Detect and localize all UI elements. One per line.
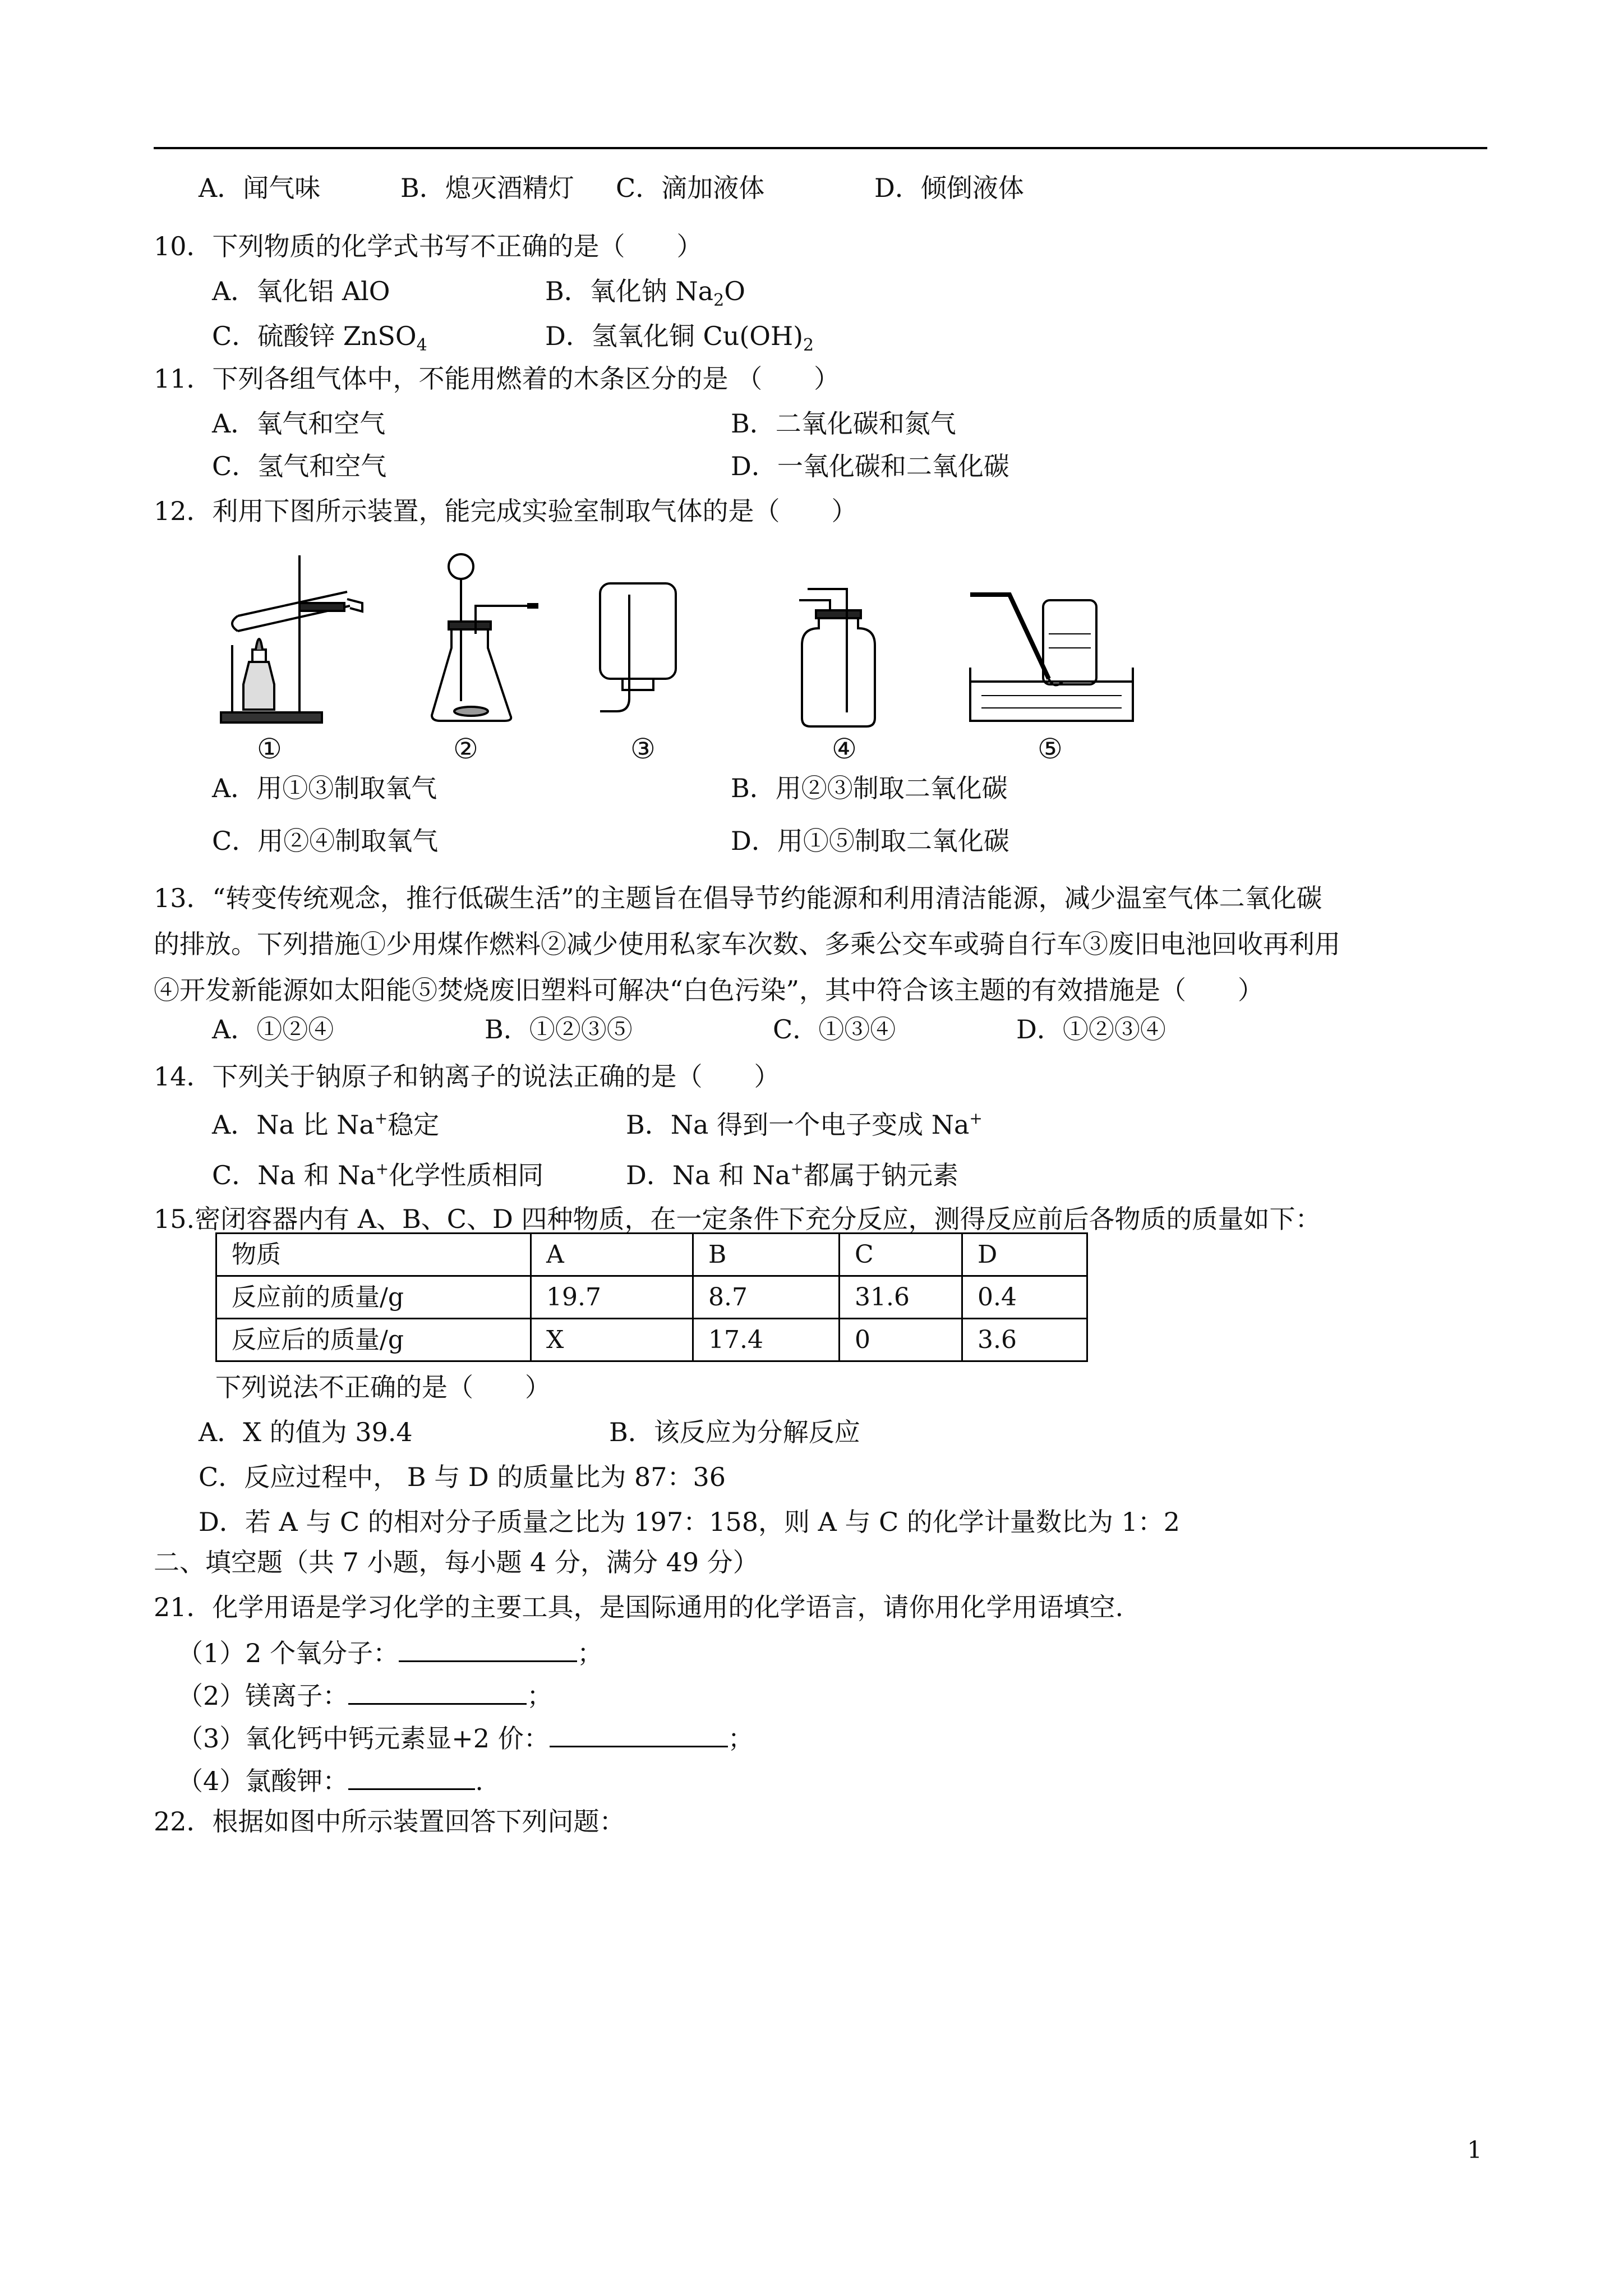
table-cell: X [531,1319,693,1361]
table-cell: C [840,1234,962,1276]
q9-option-d: D．倾倒液体 [874,173,1024,203]
section-2-title: 二、填空题（共 7 小题，每小题 4 分，满分 49 分） [154,1547,759,1577]
q11-option-a: A．氧气和空气 [212,408,386,439]
figure-label-1: ① [257,733,282,765]
q21-item-3: （3）氧化钙中钙元素显+2 价： ； [177,1723,754,1754]
header-rule [154,147,1487,149]
q13-line-3: ④开发新能源如太阳能⑤焚烧废旧塑料可解决“白色污染”，其中符合该主题的有效措施是（ ） [154,975,1264,1005]
table-cell: D [962,1234,1087,1276]
answer-blank[interactable] [550,1724,728,1747]
apparatus-1-heating-figure [215,550,372,729]
table-cell: 反应后的质量/g [216,1319,531,1361]
q22-stem: 22．根据如图中所示装置回答下列问题： [154,1806,625,1837]
table-cell: 0.4 [962,1276,1087,1319]
table-header-row [216,1234,1087,1276]
table-row [216,1319,1087,1361]
q9-option-a: A．闻气味 [199,173,321,203]
q14-option-d: D．Na 和 Na+都属于钠元素 [626,1159,958,1190]
table-cell: 0 [840,1319,962,1361]
q11-option-b: B．二氧化碳和氮气 [731,408,956,439]
q15-stem: 15.密闭容器内有 A、B、C、D 四种物质，在一定条件下充分反应，测得反应前后各物质的质量如下： [154,1204,1321,1234]
figure-label-2: ② [453,733,478,765]
apparatus-2-flask-figure [426,550,550,729]
table-cell: B [693,1234,840,1276]
q10-option-b: B．氧化钠 $Na_2O$ [545,276,745,310]
apparatus-4-gas-bottle-figure [796,583,897,729]
table-cell: 3.6 [962,1319,1087,1361]
q14-option-b: B．Na 得到一个电子变成 Na+ [626,1109,983,1140]
figure-label-5: ⑤ [1038,733,1063,765]
apparatus-3-inverted-bottle-figure [594,578,695,718]
q12-option-b: B．用②③制取二氧化碳 [731,773,1008,803]
apparatus-5-water-trough-figure [965,583,1144,729]
q12-option-d: D．用①⑤制取二氧化碳 [731,826,1009,856]
table-cell: 31.6 [840,1276,962,1319]
figure-label-3: ③ [630,733,656,765]
table-cell: 8.7 [693,1276,840,1319]
q13-option-c: C．①③④ [773,1014,896,1045]
table-cell: 反应前的质量/g [216,1276,531,1319]
q15-option-b: B．该反应为分解反应 [609,1417,860,1447]
page-number: 1 [1467,2136,1482,2164]
q10-option-c: C．硫酸锌 ZnSO$_4$ [212,321,427,355]
q13-line-2: 的排放。下列措施①少用煤作燃料②减少使用私家车次数、多乘公交车或骑自行车③废旧电池回收再利用 [154,929,1340,959]
figure-label-4: ④ [832,733,857,765]
q12-option-a: A．用①③制取氧气 [212,773,437,803]
q15-option-c: C．反应过程中， B 与 D 的质量比为 87：36 [199,1462,726,1492]
table-cell: 19.7 [531,1276,693,1319]
q21-item-1: （1）2 个氧分子： ； [177,1638,603,1668]
q14-option-a: A．Na 比 Na+稳定 [212,1109,440,1140]
q15-mass-table [215,1232,1088,1362]
q9-option-b: B．熄灭酒精灯 [400,173,574,203]
table-cell: 物质 [216,1234,531,1276]
answer-blank[interactable] [348,1682,527,1705]
q15-option-d: D．若 A 与 C 的相对分子质量之比为 197：158，则 A 与 C 的化学计量数比为 1：2 [199,1507,1181,1537]
q21-stem: 21．化学用语是学习化学的主要工具，是国际通用的化学语言，请你用化学用语填空. [154,1592,1124,1622]
q15-option-a: A．X 的值为 39.4 [199,1417,413,1447]
q21-item-4: （4）氯酸钾： . [177,1766,483,1796]
q10-option-a: A．氧化铝 AlO [212,276,390,306]
q13-option-b: B．①②③⑤ [485,1014,633,1045]
table-cell: A [531,1234,693,1276]
q11-option-d: D．一氧化碳和二氧化碳 [731,451,1009,481]
answer-blank[interactable] [399,1639,577,1662]
q12-option-c: C．用②④制取氧气 [212,826,439,856]
table-cell: 17.4 [693,1319,840,1361]
q9-option-c: C．滴加液体 [616,173,765,203]
q13-option-d: D．①②③④ [1016,1014,1166,1045]
q10-stem: 10．下列物质的化学式书写不正确的是（ ） [154,231,703,261]
q10-option-d: D．氢氧化铜 $Cu(OH)_2$ [545,321,814,355]
q11-stem: 11．下列各组气体中，不能用燃着的木条区分的是 （ ） [154,364,840,394]
q14-option-c: C．Na 和 Na+化学性质相同 [212,1159,544,1190]
q21-item-2: （2）镁离子： ； [177,1681,553,1711]
q15-question: 下列说法不正确的是（ ） [215,1372,551,1402]
answer-blank[interactable] [348,1767,475,1790]
q11-option-c: C．氢气和空气 [212,451,387,481]
table-row [216,1276,1087,1319]
q12-stem: 12．利用下图所示装置，能完成实验室制取气体的是（ ） [154,496,857,526]
q13-line-1: 13．“转变传统观念，推行低碳生活”的主题旨在倡导节约能源和利用清洁能源，减少温室气体二氧化碳 [154,883,1322,913]
q14-stem: 14．下列关于钠原子和钠离子的说法正确的是（ ） [154,1061,780,1092]
q13-option-a: A．①②④ [212,1014,334,1045]
